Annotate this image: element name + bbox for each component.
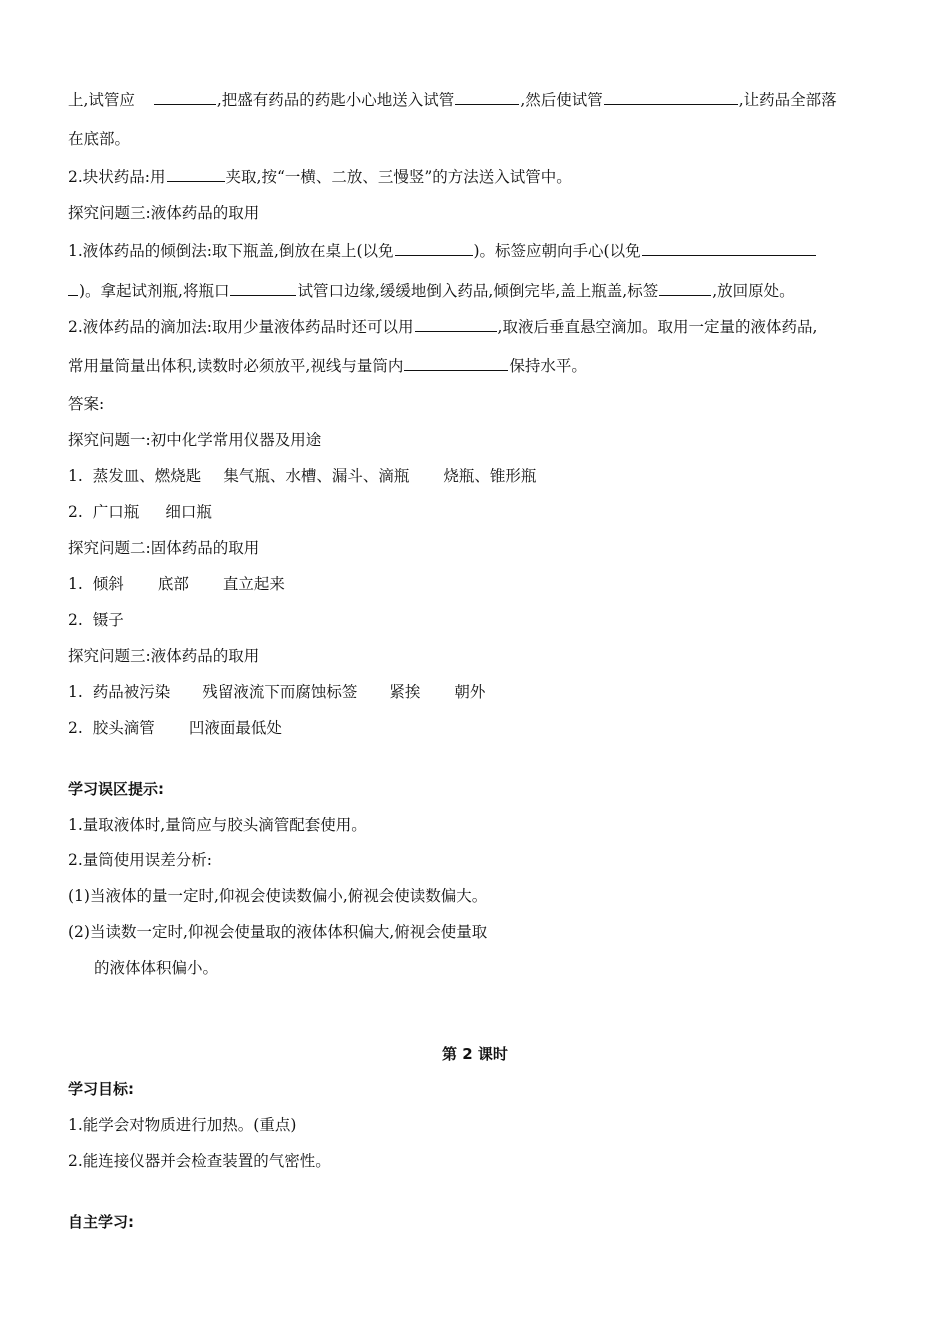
fill-line-5 — [68, 241, 817, 261]
blank — [404, 356, 508, 371]
text: 1.液体药品的倾倒法:取下瓶盖,倒放在桌上(以免 — [68, 242, 394, 260]
answer-section-title: 探究问题二:固体药品的取用 — [68, 539, 260, 557]
fill-line-6 — [68, 281, 795, 301]
answer-line — [68, 682, 485, 702]
item-number: 2. — [68, 503, 83, 521]
answer-section-title: 探究问题三:液体药品的取用 — [68, 647, 260, 665]
answer-item: 细口瓶 — [165, 503, 212, 521]
text: 2.块状药品:用 — [68, 168, 166, 186]
answer-line — [68, 610, 124, 630]
item-number: 2. — [68, 611, 83, 629]
fill-line-7 — [68, 317, 817, 337]
goals-title: 学习目标: — [68, 1080, 134, 1098]
fill-line-8 — [68, 356, 587, 376]
answer-item: 胶头滴管 — [92, 719, 155, 737]
blank — [68, 281, 78, 296]
tip-line: (1)当液体的量一定时,仰视会使读数偏小,俯视会使读数偏大。 — [68, 887, 488, 905]
answer-item: 镊子 — [92, 611, 124, 629]
blank — [642, 241, 816, 256]
text: 夹取,按“一横、二放、三慢竖”的方法送入试管中。 — [225, 168, 572, 186]
answer-item: 广口瓶 — [92, 503, 140, 521]
blank — [659, 281, 711, 296]
answer-item: 烧瓶、锥形瓶 — [443, 467, 537, 485]
text: 保持水平。 — [509, 357, 587, 375]
text: ,让药品全部落 — [738, 91, 837, 109]
tip-line: (2)当读数一定时,仰视会使量取的液体体积偏大,俯视会使量取 — [68, 923, 488, 941]
answers-heading: 答案: — [68, 395, 105, 413]
text: )。拿起试剂瓶,将瓶口 — [79, 282, 230, 300]
answer-item: 紧挨 — [389, 683, 421, 701]
answer-item: 集气瓶、水槽、漏斗、滴瓶 — [223, 467, 410, 485]
answer-line — [68, 466, 536, 486]
lesson-title: 第 2 课时 — [442, 1045, 508, 1063]
text: 常用量筒量出体积,读数时必须放平,视线与量筒内 — [68, 357, 404, 375]
fill-line-3 — [68, 167, 572, 187]
goal-line: 1.能学会对物质进行加热。(重点) — [68, 1116, 297, 1134]
blank — [604, 90, 738, 105]
blank — [395, 241, 473, 256]
blank — [154, 90, 216, 105]
answer-line — [68, 718, 282, 738]
answer-section-title: 探究问题一:初中化学常用仪器及用途 — [68, 431, 322, 449]
item-number: 1. — [68, 575, 83, 593]
blank — [230, 281, 296, 296]
section-title: 探究问题三:液体药品的取用 — [68, 204, 260, 222]
item-number: 1. — [68, 683, 83, 701]
answer-item: 底部 — [157, 575, 189, 593]
text: 上,试管应 — [68, 91, 135, 109]
answer-item: 凹液面最低处 — [188, 719, 282, 737]
goal-line: 2.能连接仪器并会检查装置的气密性。 — [68, 1152, 331, 1170]
answer-item: 倾斜 — [92, 575, 124, 593]
fill-line-1 — [68, 90, 837, 110]
tip-line: 2.量筒使用误差分析: — [68, 851, 213, 869]
fill-line-2: 在底部。 — [68, 130, 131, 148]
tips-title: 学习误区提示: — [68, 780, 164, 798]
tip-line: 1.量取液体时,量筒应与胶头滴管配套使用。 — [68, 816, 367, 834]
blank — [167, 167, 225, 182]
blank — [455, 90, 519, 105]
text: ,把盛有药品的药匙小心地送入试管 — [216, 91, 455, 109]
text: 试管口边缘,缓缓地倒入药品,倾倒完毕,盖上瓶盖,标签 — [297, 282, 659, 300]
answer-item: 朝外 — [454, 683, 486, 701]
answer-line — [68, 502, 212, 522]
text: ,然后使试管 — [520, 91, 603, 109]
text: 2.液体药品的滴加法:取用少量液体药品时还可以用 — [68, 318, 414, 336]
tip-line: 的液体体积偏小。 — [94, 959, 219, 977]
answer-item: 直立起来 — [222, 575, 285, 593]
text: ,取液后垂直悬空滴加。取用一定量的液体药品, — [497, 318, 818, 336]
answer-item: 残留液流下而腐蚀标签 — [202, 683, 358, 701]
answer-line — [68, 574, 285, 594]
text: ,放回原处。 — [712, 282, 795, 300]
text: )。标签应朝向手心(以免 — [473, 242, 641, 260]
item-number: 2. — [68, 719, 83, 737]
blank — [415, 317, 497, 332]
answer-item: 药品被污染 — [92, 683, 171, 701]
self-study-title: 自主学习: — [68, 1213, 134, 1231]
item-number: 1. — [68, 467, 83, 485]
answer-item: 蒸发皿、燃烧匙 — [92, 467, 202, 485]
